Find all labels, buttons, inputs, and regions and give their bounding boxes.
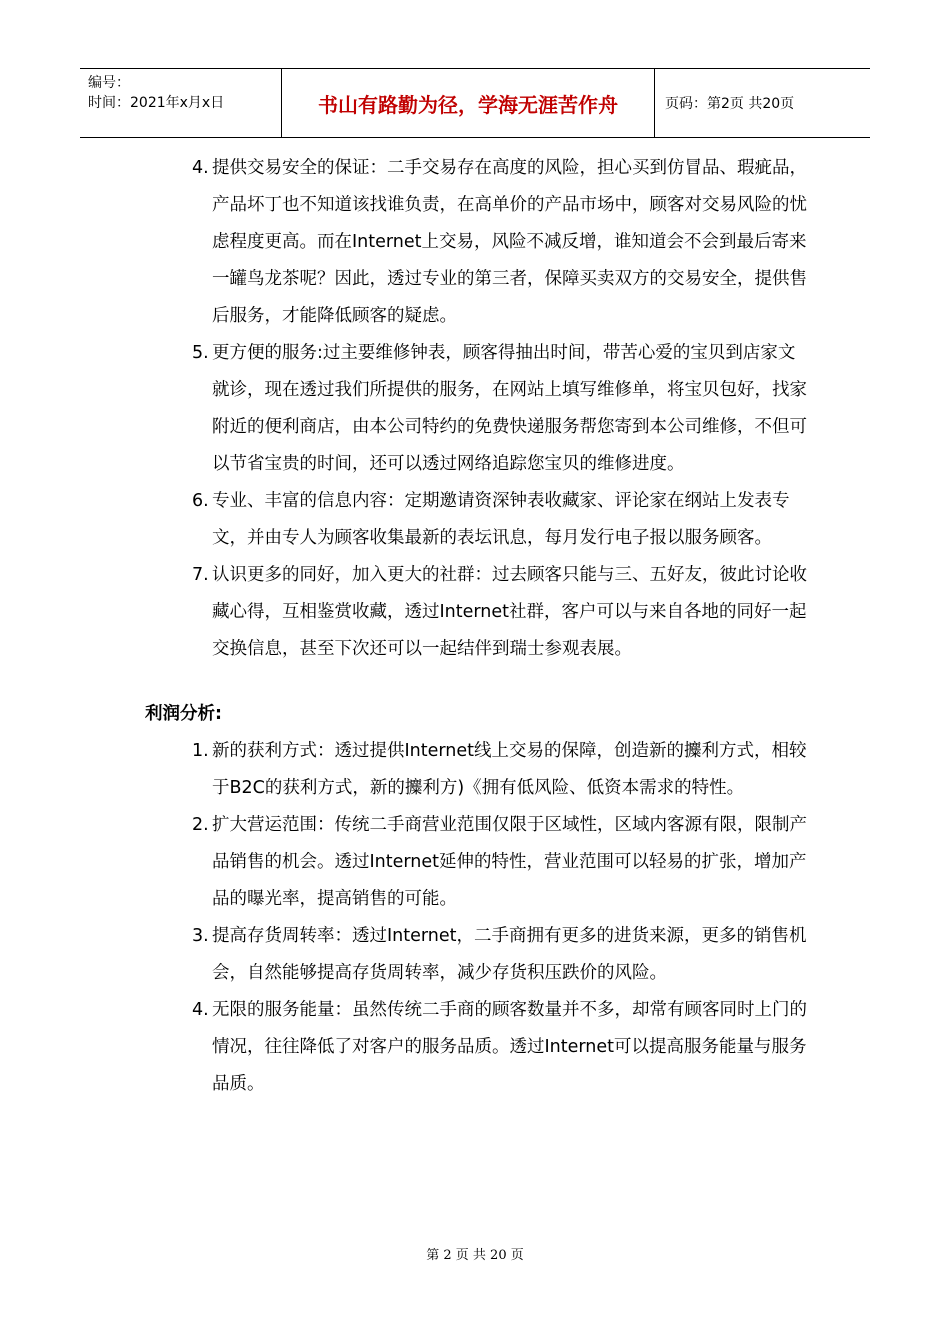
list-item-number: 4. bbox=[192, 1000, 209, 1020]
list-item bbox=[192, 918, 812, 992]
header-motto: 书山有路勤为径，学海无涯苦作舟 bbox=[282, 69, 655, 137]
list-item-text: 提高存货周转率：透过Internet，二手商拥有更多的进货来源，更多的销售机会，自然能够提高存货周转率，减少存货积压跌价的风险。 bbox=[212, 926, 807, 983]
list-item-text: 提供交易安全的保证：二手交易存在高度的风险，担心买到仿冒品、瑕疵品，产品坏丁也不知道该找谁负责，在高单价的产品市场中，顾客对交易风险的忧虑程度更高。而在Internet上交易，风险不减反增，谁知道会不会到最后寄来一罐鸟龙茶呢？因此，透过专业的第三者，保障买卖双方的交易安全，提供售后服务，才能降低顾客的疑虑。 bbox=[212, 158, 807, 326]
time-label: 时间：2021年x月x日 bbox=[88, 95, 225, 111]
list-item-text: 扩大营运范围：传统二手商营业范围仅限于区域性，区域内客源有限，限制产品销售的机会。透过Internet延伸的特性，营业范围可以轻易的扩张，增加产品的曝光率，提高销售的可能。 bbox=[212, 815, 807, 909]
list-item bbox=[192, 150, 812, 335]
list-item-number: 6. bbox=[192, 491, 209, 511]
section-heading: 利润分析: bbox=[145, 704, 222, 724]
header-meta bbox=[80, 69, 282, 137]
list-item-number: 5. bbox=[192, 343, 209, 363]
list-item-number: 7. bbox=[192, 565, 209, 585]
header-page-info: 页码：第2页 共20页 bbox=[665, 96, 795, 112]
list-item-number: 4. bbox=[192, 158, 209, 178]
page-header bbox=[80, 68, 870, 138]
list-item-number: 2. bbox=[192, 815, 209, 835]
list-item-text: 专业、丰富的信息内容：定期邀请资深钟表收藏家、评论家在纲站上发表专文，并由专人为顾客收集最新的表坛讯息，每月发行电子报以服务顾客。 bbox=[212, 491, 790, 548]
document-body bbox=[0, 150, 950, 1103]
list-item bbox=[192, 992, 812, 1103]
list-item bbox=[192, 733, 812, 807]
list-item-number: 1. bbox=[192, 741, 209, 761]
list-item bbox=[192, 557, 812, 668]
list-item bbox=[192, 807, 812, 918]
list-item-text: 认识更多的同好，加入更大的社群：过去顾客只能与三、五好友，彼此讨论收藏心得，互相鉴赏收藏，透过Internet社群，客户可以与来自各地的同好一起交换信息，甚至下次还可以一起结伴到瑞士参观表展。 bbox=[212, 565, 807, 659]
list-item bbox=[192, 483, 812, 557]
list-item-text: 无限的服务能量：虽然传统二手商的顾客数量并不多，却常有顾客同时上门的情况，往往降低了对客户的服务品质。透过Internet可以提高服务能量与服务品质。 bbox=[212, 1000, 807, 1094]
list-item bbox=[192, 335, 812, 483]
list-item-text: 新的获利方式：透过提供Internet线上交易的保障，创造新的攗利方式，相较于B2C的获利方式，新的攗利方)《拥有低风险、低资本需求的特性。 bbox=[212, 741, 807, 798]
list-item-text: 更方便的服务:过主要维修钟表，顾客得抽出时间，带苦心爱的宝贝到店家文就诊，现在透过我们所提供的服务，在网站上填写维修单，将宝贝包好，找家附近的便利商店，由本公司特约的免费快递服务帮您寄到本公司维修，不但可以节省宝贵的时间，还可以透过网络追踪您宝贝的维修进度。 bbox=[212, 343, 807, 474]
page-footer: 第 2 页 共 20 页 bbox=[426, 1248, 524, 1263]
number-label: 编号： bbox=[88, 75, 130, 91]
list-item-number: 3. bbox=[192, 926, 209, 946]
